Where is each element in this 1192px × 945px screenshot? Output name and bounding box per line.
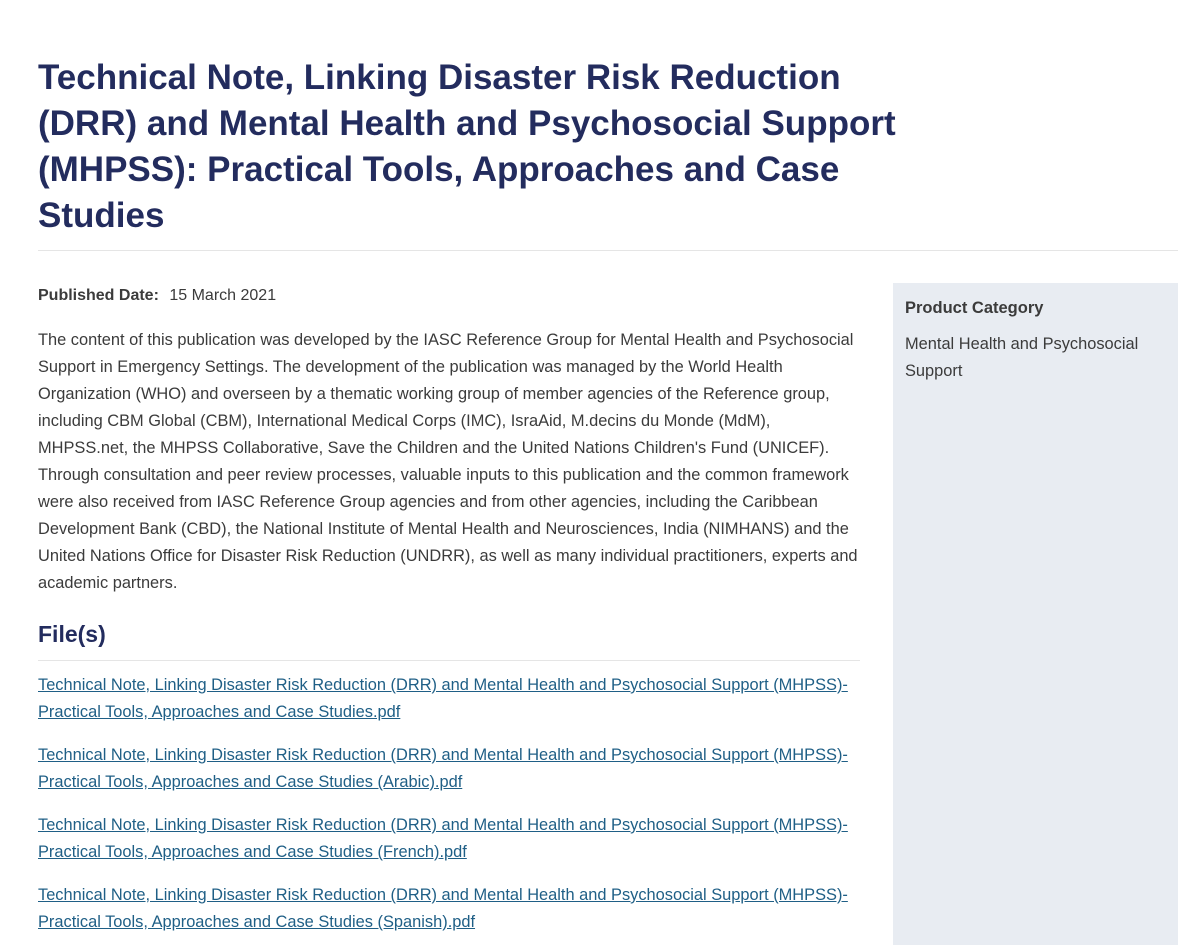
- product-category-sidebar: [893, 283, 1178, 945]
- file-link-spanish-pdf[interactable]: Technical Note, Linking Disaster Risk Reduction (DRR) and Mental Health and Psychosocial Support (MHPSS)- Practical Tools, Approaches and Case Studies (Spanish).pdf: [38, 886, 848, 931]
- product-category-value: Mental Health and Psychosocial Support: [905, 335, 1139, 380]
- file-item: [38, 742, 860, 796]
- file-link-arabic-pdf[interactable]: Technical Note, Linking Disaster Risk Reduction (DRR) and Mental Health and Psychosocial Support (MHPSS)- Practical Tools, Approaches and Case Studies (Arabic).pdf: [38, 746, 848, 791]
- file-list: [38, 672, 860, 936]
- file-link-english-pdf[interactable]: Technical Note, Linking Disaster Risk Reduction (DRR) and Mental Health and Psychosocial Support (MHPSS)- Practical Tools, Approaches and Case Studies.pdf: [38, 676, 848, 721]
- published-date-value: 15 March 2021: [169, 287, 277, 304]
- file-link-french-pdf[interactable]: Technical Note, Linking Disaster Risk Reduction (DRR) and Mental Health and Psychosocial Support (MHPSS)- Practical Tools, Approaches and Case Studies (French).pdf: [38, 816, 848, 861]
- files-heading: File(s): [38, 621, 106, 647]
- published-date-row: [38, 284, 860, 308]
- page-title: Technical Note, Linking Disaster Risk Reduction (DRR) and Mental Health and Psychosocial Support (MHPSS): Practical Tools, Approaches and Case Studies: [38, 58, 896, 235]
- title-divider: [38, 250, 1178, 251]
- main-content: [38, 284, 860, 945]
- file-item: [38, 812, 860, 866]
- files-divider: [38, 660, 860, 661]
- publication-description: The content of this publication was developed by the IASC Reference Group for Mental Health and Psychosocial Support in Emergency Settings. The development of the publication was managed by the World Health Organization (WHO) and overseen by a thematic working group of member agencies of the Reference group, including CBM Global (CBM), International Medical Corps (IMC), IsraAid, M.decins du Monde (MdM), MHPSS.net, the MHPSS Collaborative, Save the Children and the United Nations Children's Fund (UNICEF). Through consultation and peer review processes, valuable inputs to this publication and the common framework were also received from IASC Reference Group agencies and from other agencies, including the Caribbean Development Bank (CBD), the National Institute of Mental Health and Neurosciences, India (NIMHANS) and the United Nations Office for Disaster Risk Reduction (UNDRR), as well as many individual practitioners, experts and academic partners.: [38, 331, 858, 592]
- file-item: [38, 882, 860, 936]
- file-item: [38, 672, 860, 726]
- published-date-label: Published Date:: [38, 287, 159, 304]
- product-category-heading: Product Category: [905, 299, 1044, 317]
